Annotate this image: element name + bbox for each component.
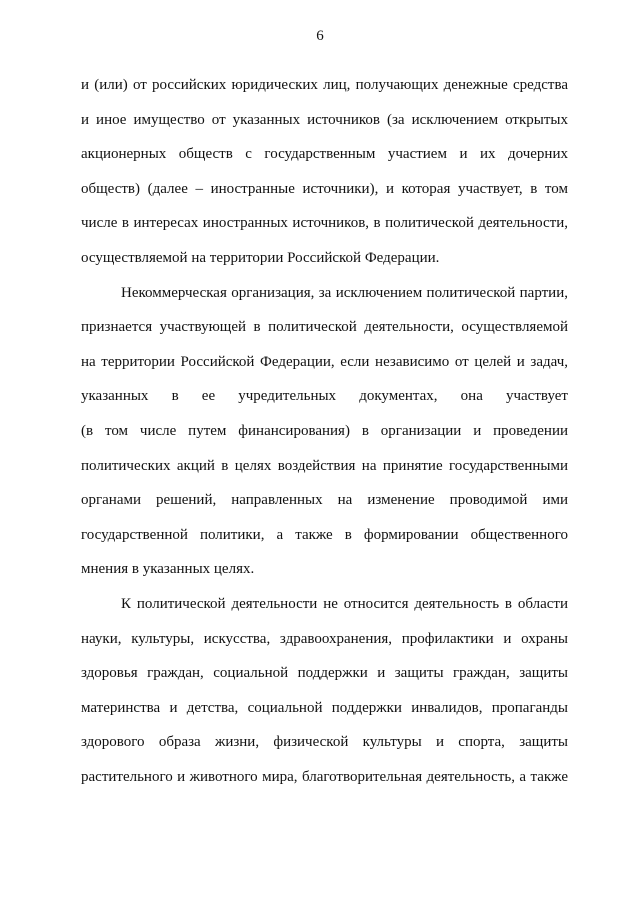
text-line: здорового образа жизни, физической культуры и спорта, защиты [81,734,568,751]
text-line: обществ) (далее – иностранные источники), и которая участвует, в том [81,180,568,197]
text-line: и иное имущество от указанных источников (за исключением открытых [81,111,568,128]
text-line: на территории Российской Федерации, если независимо от целей и задач, [81,353,568,370]
text-line: признается участвующей в политической деятельности, осуществляемой [81,319,568,336]
paragraph-3 [81,587,568,795]
text-line: акционерных обществ с государственным участием и их дочерних [81,146,568,163]
text-line: материнства и детства, социальной поддержки инвалидов, пропаганды [81,699,568,716]
text-line: и (или) от российских юридических лиц, получающих денежные средства [81,77,568,93]
text-line: (в том числе путем финансирования) в организации и проведении [81,422,568,439]
text-line: науки, культуры, искусства, здравоохранения, профилактики и охраны [81,630,568,647]
text-line: государственной политики, а также в формировании общественного [81,526,568,543]
text-line: органами решений, направленных на изменение проводимой ими [81,492,568,509]
text-line: здоровья граждан, социальной поддержки и защиты граждан, защиты [81,665,568,682]
paragraph-1 [81,68,568,276]
page-number: 6 [316,28,324,44]
text-line: мнения в указанных целях. [81,561,255,578]
text-line: числе в интересах иностранных источников, в политической деятельности, [81,215,568,232]
text-line: осуществляемой на территории Российской Федерации. [81,249,440,266]
text-line: политических акций в целях воздействия на принятие государственными [81,457,568,474]
text-line: К политической деятельности не относится деятельность в области [121,595,568,612]
text-line: Некоммерческая организация, за исключением политической партии, [121,284,568,301]
document-body [81,68,568,794]
text-line: указанных в ее учредительных документах, она участвует [81,388,568,405]
text-line: растительного и животного мира, благотворительная деятельность, а также [81,768,568,785]
paragraph-2 [81,276,568,587]
